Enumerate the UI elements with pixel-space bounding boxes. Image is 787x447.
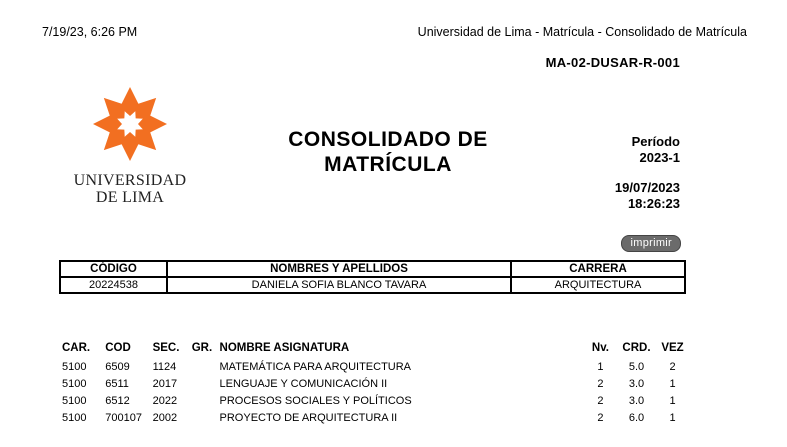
- cell-course-name: PROYECTO DE ARQUITECTURA II: [219, 411, 398, 424]
- header-nombres: NOMBRES Y APELLIDOS: [167, 261, 511, 277]
- course-table-header-row: [62, 340, 688, 358]
- header-codigo: CÓDIGO: [60, 261, 167, 277]
- cell-cod: 6512: [105, 394, 130, 407]
- university-logo: [60, 84, 200, 206]
- cell-gr: [192, 358, 220, 375]
- cell-sec: 2002: [152, 411, 178, 424]
- heading-line-1: CONSOLIDADO DE: [288, 128, 488, 151]
- cell-sec: 2017: [152, 377, 178, 390]
- header-vez: VEZ: [661, 342, 684, 354]
- cell-nv: 2: [597, 394, 604, 407]
- generated-date: 19/07/2023: [614, 180, 680, 195]
- cell-car: 5100: [62, 360, 87, 373]
- student-info-table: [59, 260, 686, 294]
- cell-cod: 6509: [105, 360, 130, 373]
- cell-gr: [192, 392, 220, 409]
- logo-line-2: DE LIMA: [95, 189, 165, 206]
- student-code: 20224538: [60, 277, 167, 293]
- header-cod: COD: [105, 342, 131, 354]
- student-career: ARQUITECTURA: [511, 277, 685, 293]
- generated-time: 18:26:23: [627, 196, 680, 211]
- header-gr: GR.: [191, 342, 213, 354]
- print-button[interactable]: imprimir: [621, 235, 681, 252]
- cell-vez: 2: [669, 360, 676, 373]
- cell-vez: 1: [669, 411, 676, 424]
- table-row: [62, 358, 688, 375]
- page-heading: [268, 127, 508, 177]
- cell-sec: 2022: [152, 394, 178, 407]
- header-nv: Nv.: [591, 342, 609, 354]
- logo-line-1: UNIVERSIDAD: [73, 172, 187, 189]
- cell-car: 5100: [62, 377, 87, 390]
- cell-crd: 3.0: [628, 394, 645, 407]
- student-name: DANIELA SOFIA BLANCO TAVARA: [167, 277, 511, 293]
- document-code: MA-02-DUSAR-R-001: [545, 55, 680, 70]
- table-row: [62, 392, 688, 409]
- cell-car: 5100: [62, 411, 87, 424]
- cell-nv: 2: [597, 377, 604, 390]
- cell-course-name: MATEMÁTICA PARA ARQUITECTURA: [219, 360, 412, 373]
- cell-vez: 1: [669, 394, 676, 407]
- print-datetime: 7/19/23, 6:26 PM: [42, 25, 138, 39]
- cell-gr: [192, 375, 220, 392]
- period-label: Período: [631, 134, 680, 149]
- star-logo-icon: [90, 84, 170, 164]
- header-carrera: CARRERA: [511, 261, 685, 277]
- cell-nv: 2: [597, 411, 604, 424]
- course-table: [62, 340, 688, 426]
- cell-vez: 1: [669, 377, 676, 390]
- student-table-header-row: [60, 261, 685, 277]
- period-value: 2023-1: [639, 150, 680, 165]
- header-sec: SEC.: [152, 342, 180, 354]
- cell-crd: 5.0: [628, 360, 645, 373]
- student-table-row: [60, 277, 685, 293]
- cell-nv: 1: [597, 360, 604, 373]
- table-row: [62, 375, 688, 392]
- cell-gr: [192, 409, 220, 426]
- cell-cod: 700107: [105, 411, 142, 424]
- header-crd: CRD.: [622, 342, 651, 354]
- cell-crd: 6.0: [628, 411, 645, 424]
- cell-car: 5100: [62, 394, 87, 407]
- cell-course-name: LENGUAJE Y COMUNICACIÓN II: [219, 377, 388, 390]
- header-car: CAR.: [62, 342, 91, 354]
- cell-crd: 3.0: [628, 377, 645, 390]
- print-page-title: Universidad de Lima - Matrícula - Consolidado de Matrícula: [417, 25, 747, 39]
- cell-cod: 6511: [105, 377, 129, 390]
- cell-course-name: PROCESOS SOCIALES Y POLÍTICOS: [219, 394, 412, 407]
- heading-line-2: MATRÍCULA: [324, 153, 452, 176]
- header-nombre-asignatura: NOMBRE ASIGNATURA: [219, 342, 350, 354]
- table-row: [62, 409, 688, 426]
- cell-sec: 1124: [152, 360, 177, 373]
